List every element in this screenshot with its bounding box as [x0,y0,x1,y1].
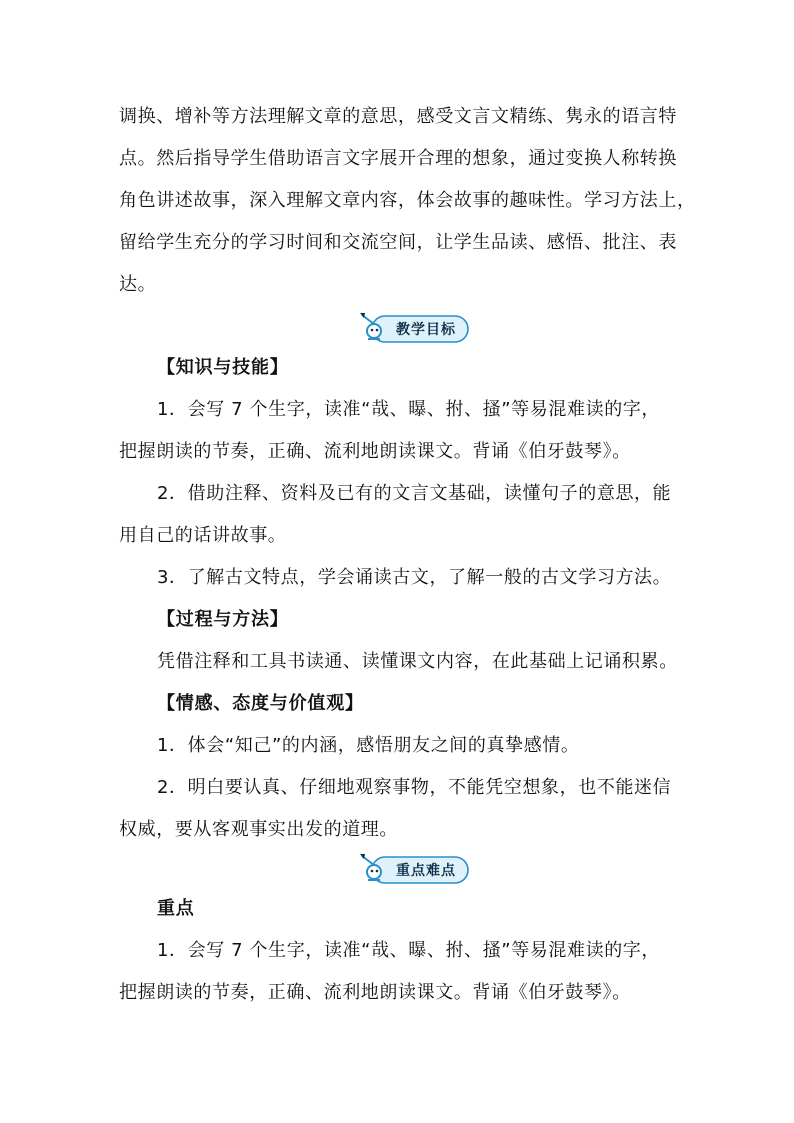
knowledge-heading: 【知识与技能】 [157,357,289,378]
intro-line: 达。 [119,274,157,295]
knowledge-item: 2．借助注释、资料及已有的文言文基础，读懂句子的意思，能 [157,483,672,504]
badge-label: 教学目标 [396,322,456,338]
emotion-heading: 【情感、态度与价值观】 [157,693,364,714]
intro-line: 留给学生充分的学习时间和交流空间，让学生品读、感悟、批注、表 [119,232,677,253]
badge-label: 重点难点 [396,863,456,879]
intro-line: 角色讲述故事，深入理解文章内容，体会故事的趣味性。学习方法上， [119,190,696,211]
key-item: 把握朗读的节奏，正确、流利地朗读课文。背诵《伯牙鼓琴》。 [119,982,631,1003]
knowledge-item: 把握朗读的节奏，正确、流利地朗读课文。背诵《伯牙鼓琴》。 [119,441,631,462]
emotion-item: 1．体会“知己”的内涵，感悟朋友之间的真挚感情。 [157,735,580,756]
process-heading: 【过程与方法】 [157,609,289,630]
intro-line: 调换、增补等方法理解文章的意思，感受文言文精练、隽永的语言特 [119,106,677,127]
section-badge-key-points [358,852,470,886]
key-item: 1．会写 7 个生字，读准“哉、曝、拊、搔”等易混难读的字， [157,940,660,961]
intro-line: 点。然后指导学生借助语言文字展开合理的想象，通过变换人称转换 [119,148,677,169]
knowledge-item: 1．会写 7 个生字，读准“哉、曝、拊、搔”等易混难读的字， [157,399,660,420]
process-text: 凭借注释和工具书读通、读懂课文内容，在此基础上记诵积累。 [157,651,678,672]
emotion-item: 2．明白要认真、仔细地观察事物，不能凭空想象，也不能迷信 [157,777,672,798]
key-heading: 重点 [157,898,195,919]
knowledge-item: 用自己的话讲故事。 [119,525,287,546]
section-badge-teaching-goals [358,311,470,345]
emotion-item: 权威，要从客观事实出发的道理。 [119,819,398,840]
knowledge-item: 3．了解古文特点，学会诵读古文，了解一般的古文学习方法。 [157,567,672,588]
